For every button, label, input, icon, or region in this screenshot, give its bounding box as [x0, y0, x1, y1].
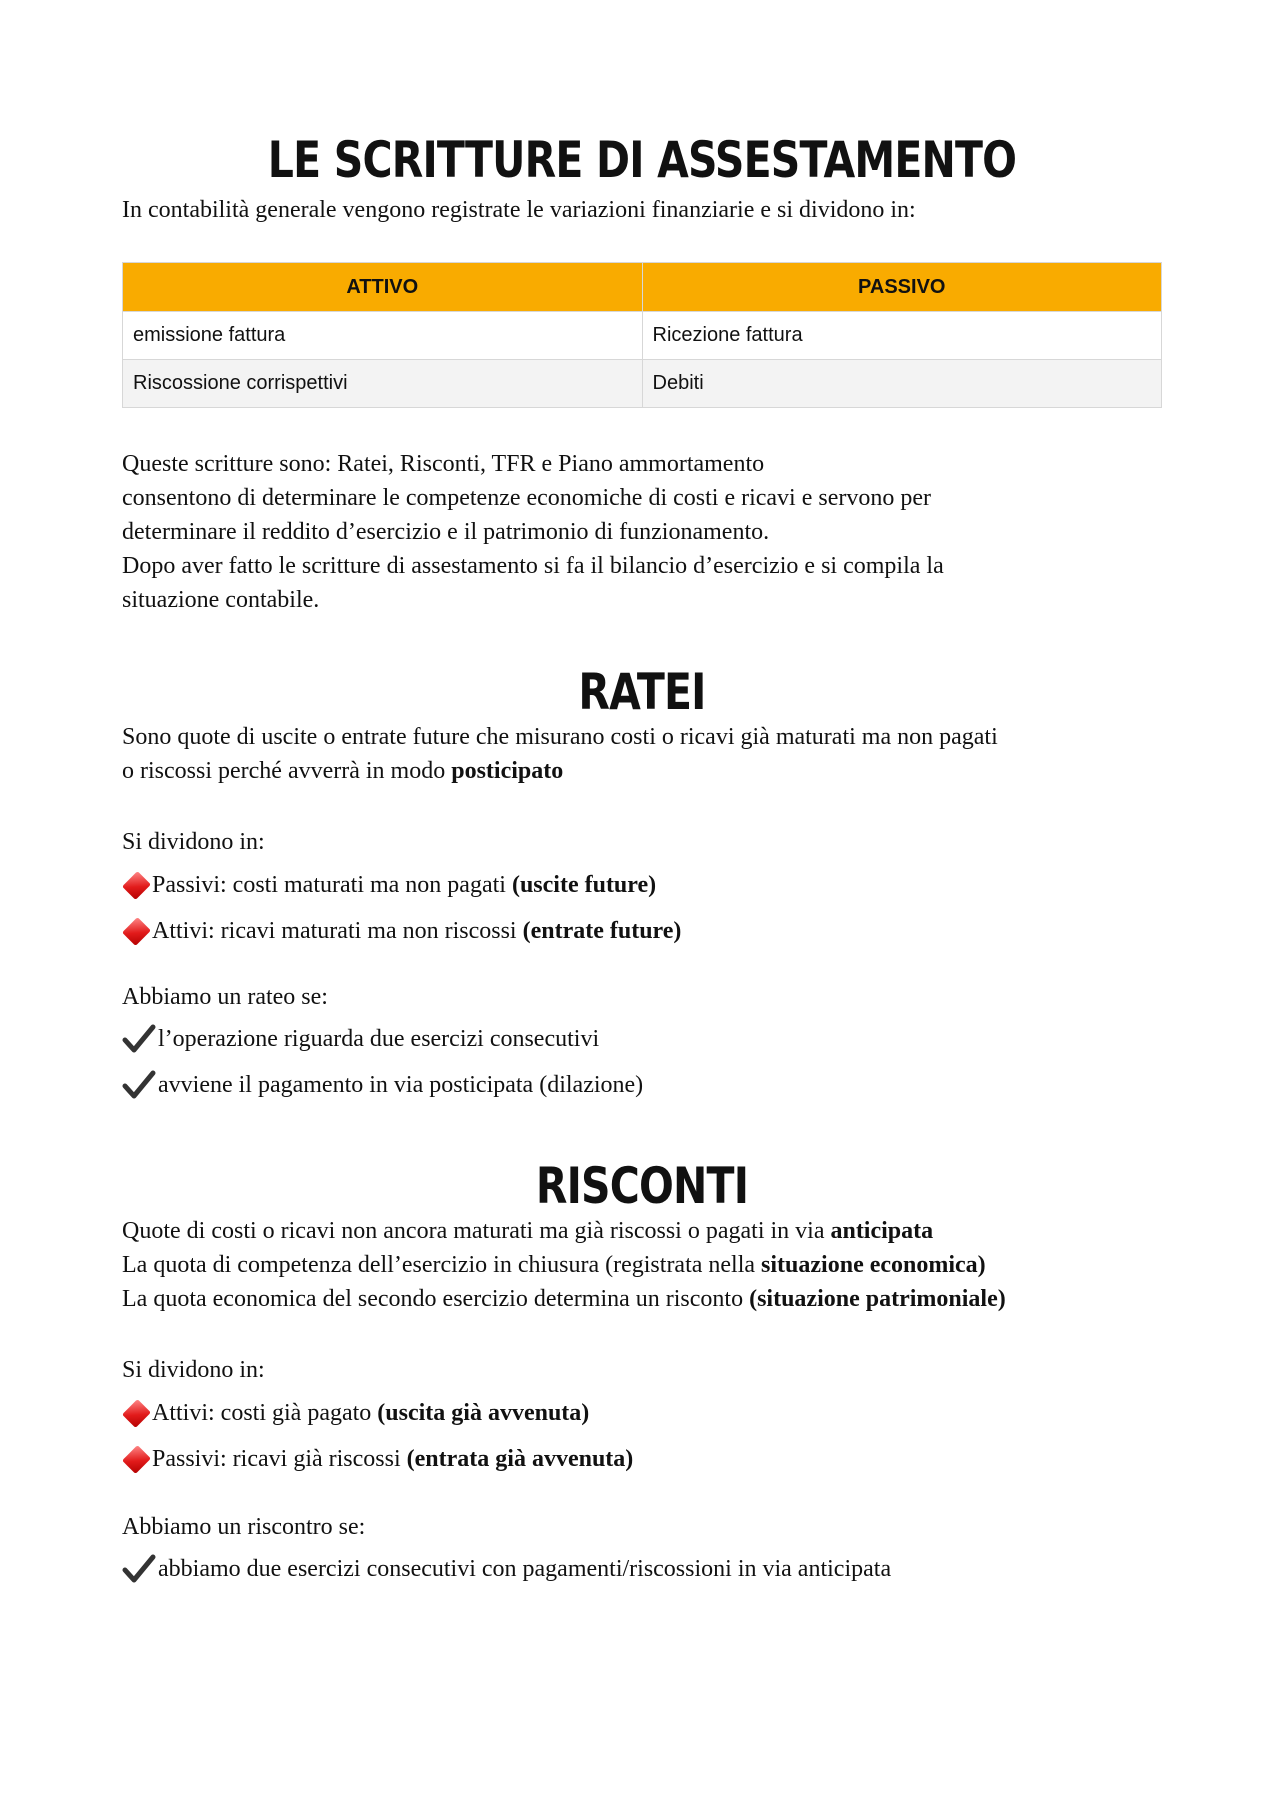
page-title: LE SCRITTURE DI ASSESTAMENTO [267, 131, 1017, 189]
table-cell: Ricezione fattura [642, 312, 1162, 360]
paragraph-line: Sono quote di uscite o entrate future che misurano costi o ricavi già maturati ma non pagati [122, 724, 998, 750]
check-mark-icon [122, 1070, 156, 1100]
ratei-condition-label: Abbiamo un rateo se: [122, 984, 328, 1010]
text-span: abbiamo due esercizi consecutivi con pagamenti/riscossioni in via anticipata [158, 1556, 892, 1582]
table-row [123, 312, 1162, 360]
table-cell: Riscossione corrispettivi [123, 360, 643, 408]
red-diamond-icon [122, 1399, 151, 1428]
activity-table [122, 262, 1162, 408]
text-span: o riscossi perché avverrà in modo [122, 758, 452, 784]
risconti-condition-label: Abbiamo un riscontro se: [122, 1514, 366, 1540]
list-item [122, 1062, 1162, 1108]
section-heading-risconti: RISCONTI [535, 1157, 749, 1215]
section-heading-ratei: RATEI [578, 663, 706, 721]
paragraph-line: Quote di costi o ricavi non ancora maturati ma già riscossi o pagati in via anticipata [122, 1218, 934, 1244]
paragraph-line: consentono di determinare le competenze economiche di costi e ricavi e servono per [122, 485, 932, 511]
table-cell: emissione fattura [123, 312, 643, 360]
check-mark-icon [122, 1554, 156, 1584]
table-header-row [123, 263, 1162, 312]
list-item [122, 1016, 1162, 1062]
table-header-passivo: PASSIVO [642, 263, 1162, 312]
text-span: l’operazione riguarda due esercizi consecutivi [158, 1026, 600, 1052]
paragraph-line: La quota economica del secondo esercizio determina un risconto (situazione patrimoniale) [122, 1286, 1006, 1312]
text-span: Attivi: ricavi maturati ma non riscossi (entrate future) [152, 918, 682, 944]
list-item [122, 862, 1162, 908]
list-item [122, 908, 1162, 954]
ratei-conditions-list [122, 1016, 1162, 1108]
ratei-definition [122, 720, 1162, 788]
list-item [122, 1546, 1162, 1592]
bold-text: posticipato [451, 758, 564, 784]
text-span: Passivi: costi maturati ma non pagati (uscite future) [152, 872, 657, 898]
ratei-divide-label: Si dividono in: [122, 829, 265, 855]
paragraph-line: situazione contabile. [122, 587, 320, 613]
text-span: Passivi: ricavi già riscossi (entrata già avvenuta) [152, 1446, 634, 1472]
risconti-types-list [122, 1390, 1162, 1482]
check-mark-icon [122, 1024, 156, 1054]
text-span: avviene il pagamento in via posticipata (dilazione) [158, 1072, 644, 1098]
risconti-divide-label: Si dividono in: [122, 1357, 265, 1383]
paragraph-line [122, 754, 1162, 788]
paragraph-line: determinare il reddito d’esercizio e il patrimonio di funzionamento. [122, 519, 770, 545]
intro-paragraph [122, 447, 1162, 617]
ratei-types-list [122, 862, 1162, 954]
table-cell: Debiti [642, 360, 1162, 408]
red-diamond-icon [122, 917, 151, 946]
red-diamond-icon [122, 1445, 151, 1474]
intro-text: In contabilità generale vengono registrate le variazioni finanziarie e si dividono in: [122, 197, 916, 223]
paragraph-line: La quota di competenza dell’esercizio in chiusura (registrata nella situazione economica) [122, 1252, 986, 1278]
table-row [123, 360, 1162, 408]
table-header-attivo: ATTIVO [123, 263, 643, 312]
text-span: Attivi: costi già pagato (uscita già avvenuta) [152, 1400, 590, 1426]
paragraph-line: Dopo aver fatto le scritture di assestamento si fa il bilancio d’esercizio e si compila la [122, 553, 944, 579]
list-item [122, 1436, 1162, 1482]
risconti-definition [122, 1214, 1162, 1316]
list-item [122, 1390, 1162, 1436]
paragraph-line: Queste scritture sono: Ratei, Risconti, TFR e Piano ammortamento [122, 451, 765, 477]
red-diamond-icon [122, 871, 151, 900]
risconti-conditions-list [122, 1546, 1162, 1592]
